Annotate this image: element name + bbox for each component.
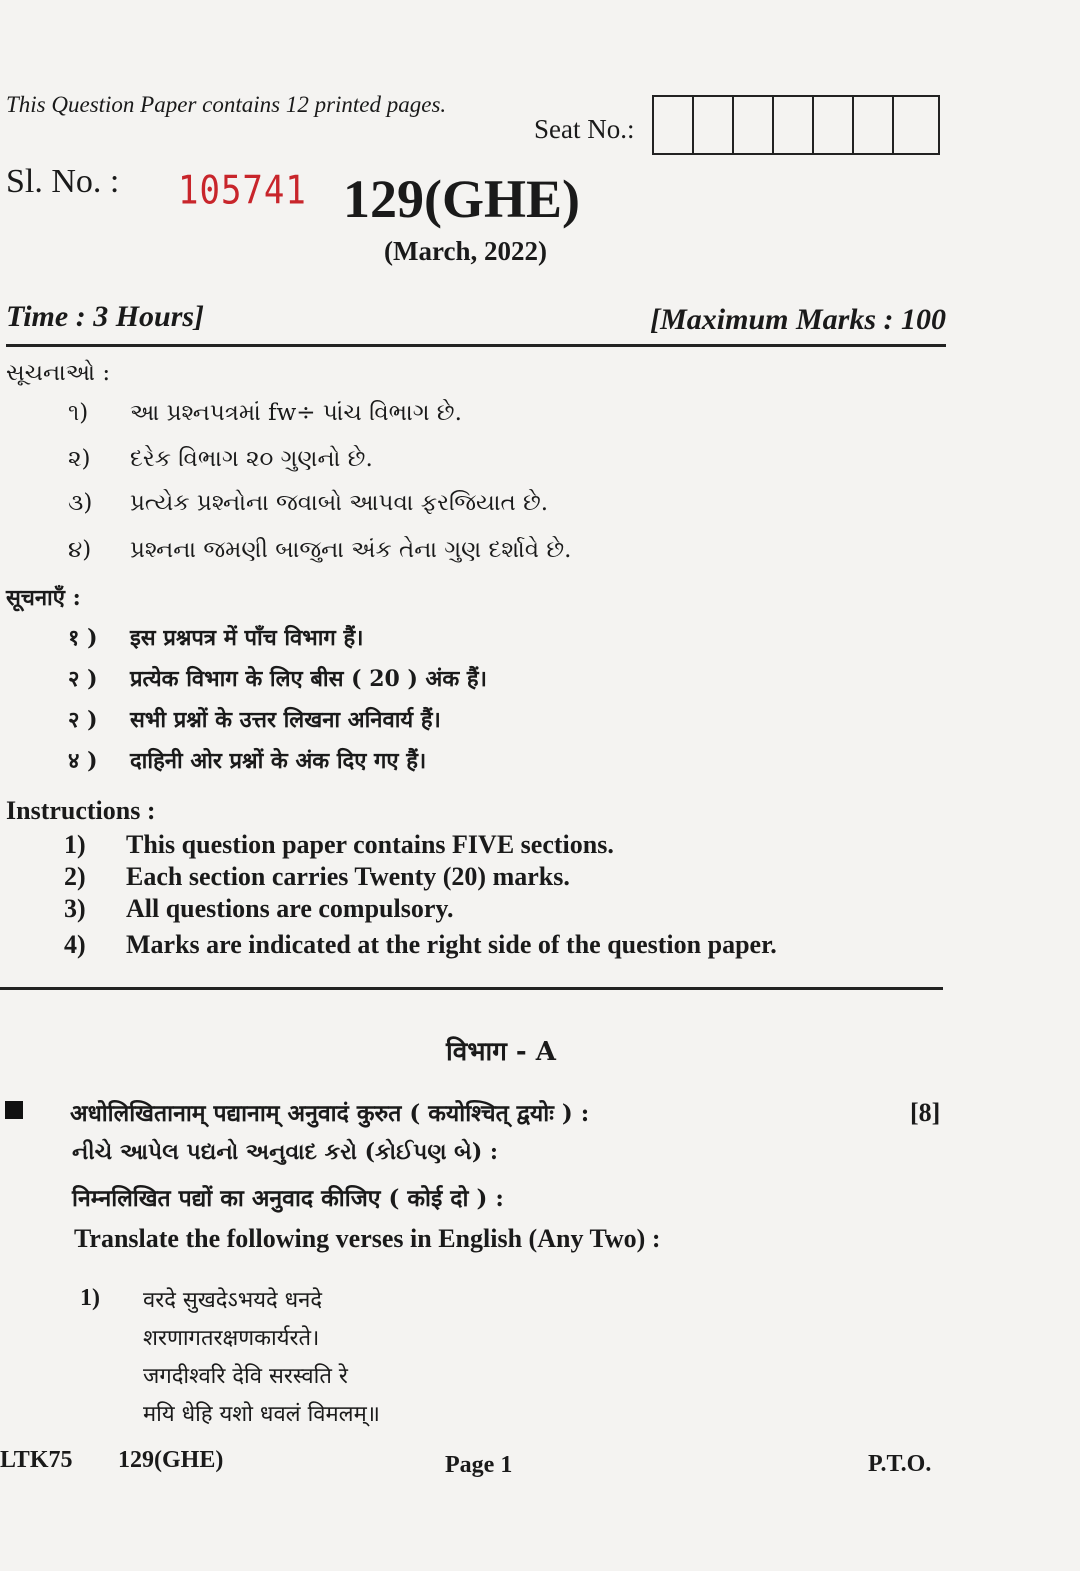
- item-number: ૨): [68, 446, 91, 472]
- verse-line: वरदे सुखदेऽभयदे धनदे: [143, 1288, 323, 1313]
- item-text: इस प्रश्नपत्र में पाँच विभाग हैं।: [130, 625, 364, 651]
- seat-box: [894, 97, 938, 153]
- serial-number-label: Sl. No. :: [6, 163, 120, 200]
- item-number: 3): [64, 894, 86, 923]
- item-text: પ્રશ્નના જમણી બાજુના અંક તેના ગુણ દર્શાવે છે.: [130, 537, 572, 563]
- list-item: [64, 930, 777, 960]
- seat-box: [854, 97, 894, 153]
- header-divider: [6, 344, 946, 347]
- exam-date: (March, 2022): [384, 236, 547, 266]
- item-text: દરેક વિભાગ ૨૦ ગુણનો છે.: [130, 446, 373, 472]
- item-text: दाहिनी ओर प्रश्नों के अंक दिए गए हैं।: [130, 748, 427, 774]
- exam-time: Time : 3 Hours]: [6, 300, 205, 333]
- list-item: [68, 704, 441, 734]
- verse-number: 1): [80, 1285, 100, 1311]
- list-item: [64, 830, 614, 860]
- footer-paper-code: 129(GHE): [118, 1447, 224, 1473]
- serial-number-value: 105741: [178, 168, 307, 214]
- question-sanskrit: अधोलिखितानाम् पद्यानाम् अनुवादं कुरुत ( कयोश्चित् द्वयोः ) :: [70, 1100, 590, 1127]
- bullet-square-icon: [5, 1101, 23, 1119]
- item-text: सभी प्रश्नों के उत्तर लिखना अनिवार्य हैं।: [130, 707, 441, 733]
- pages-note: This Question Paper contains 12 printed pages.: [6, 92, 447, 117]
- list-item: [68, 622, 364, 652]
- seat-box: [694, 97, 734, 153]
- seat-box: [774, 97, 814, 153]
- question-hindi: निम्नलिखित पद्यों का अनुवाद कीजिए ( कोई दो ) :: [72, 1185, 504, 1212]
- list-item: [68, 400, 462, 426]
- item-number: ४ ): [68, 748, 98, 774]
- item-number: 1): [64, 830, 86, 859]
- seat-box: [654, 97, 694, 153]
- seat-box: [734, 97, 774, 153]
- maximum-marks: [Maximum Marks : 100: [650, 303, 946, 336]
- item-number: ૧): [68, 400, 89, 426]
- verse-line: मयि धेहि यशो धवलं विमलम्॥: [143, 1402, 380, 1427]
- item-number: ૪): [68, 537, 92, 563]
- question-english: Translate the following verses in English (Any Two) :: [74, 1224, 661, 1253]
- item-text: આ પ્રશ્નપત્રમાં fw÷ પાંચ વિભાગ છે.: [130, 400, 462, 426]
- gujarati-instructions-title: સૂચનાઓ :: [6, 360, 111, 386]
- instructions-divider: [0, 987, 943, 990]
- list-item: [68, 663, 487, 693]
- item-number: 4): [64, 930, 86, 959]
- question-marks: [8]: [910, 1098, 941, 1127]
- footer-code: LTK75: [0, 1447, 73, 1473]
- item-number: ૩): [68, 490, 93, 516]
- item-text: This question paper contains FIVE sections.: [126, 830, 614, 859]
- paper-code: 129(GHE): [343, 169, 580, 229]
- hindi-instructions-title: सूचनाएँ :: [6, 585, 81, 611]
- item-text: Marks are indicated at the right side of the question paper.: [126, 930, 777, 959]
- verse-line: शरणागतरक्षणकार्यरते।: [143, 1326, 320, 1351]
- list-item: [64, 894, 453, 924]
- list-item: [68, 537, 571, 563]
- list-item: [68, 490, 548, 516]
- item-text: All questions are compulsory.: [126, 894, 454, 923]
- item-number: 2): [64, 862, 86, 891]
- section-title: विभाग - A: [446, 1037, 556, 1067]
- list-item: [68, 446, 373, 472]
- item-number: २ ): [68, 666, 98, 692]
- item-text: Each section carries Twenty (20) marks.: [126, 862, 570, 891]
- english-instructions-title: Instructions :: [6, 796, 156, 825]
- list-item: [64, 862, 570, 892]
- verse-line: जगदीश्वरि देवि सरस्वति रे: [143, 1364, 348, 1389]
- item-text: પ્રત્યેક પ્રશ્નોના જવાબો આપવા ફરજિયાત છે.: [130, 490, 549, 516]
- item-number: १ ): [68, 625, 98, 651]
- page-number: Page 1: [445, 1452, 513, 1478]
- seat-number-boxes: [652, 95, 940, 155]
- seat-box: [814, 97, 854, 153]
- please-turn-over: P.T.O.: [868, 1451, 932, 1477]
- item-text: प्रत्येक विभाग के लिए बीस ( 20 ) अंक हैं।: [130, 666, 487, 692]
- question-gujarati: નીચે આપેલ પદ્યનો અનુવાદ કરો (કોઈપણ બે) :: [72, 1139, 499, 1165]
- list-item: [68, 745, 426, 775]
- seat-number-label: Seat No.:: [534, 114, 635, 144]
- item-number: २ ): [68, 707, 98, 733]
